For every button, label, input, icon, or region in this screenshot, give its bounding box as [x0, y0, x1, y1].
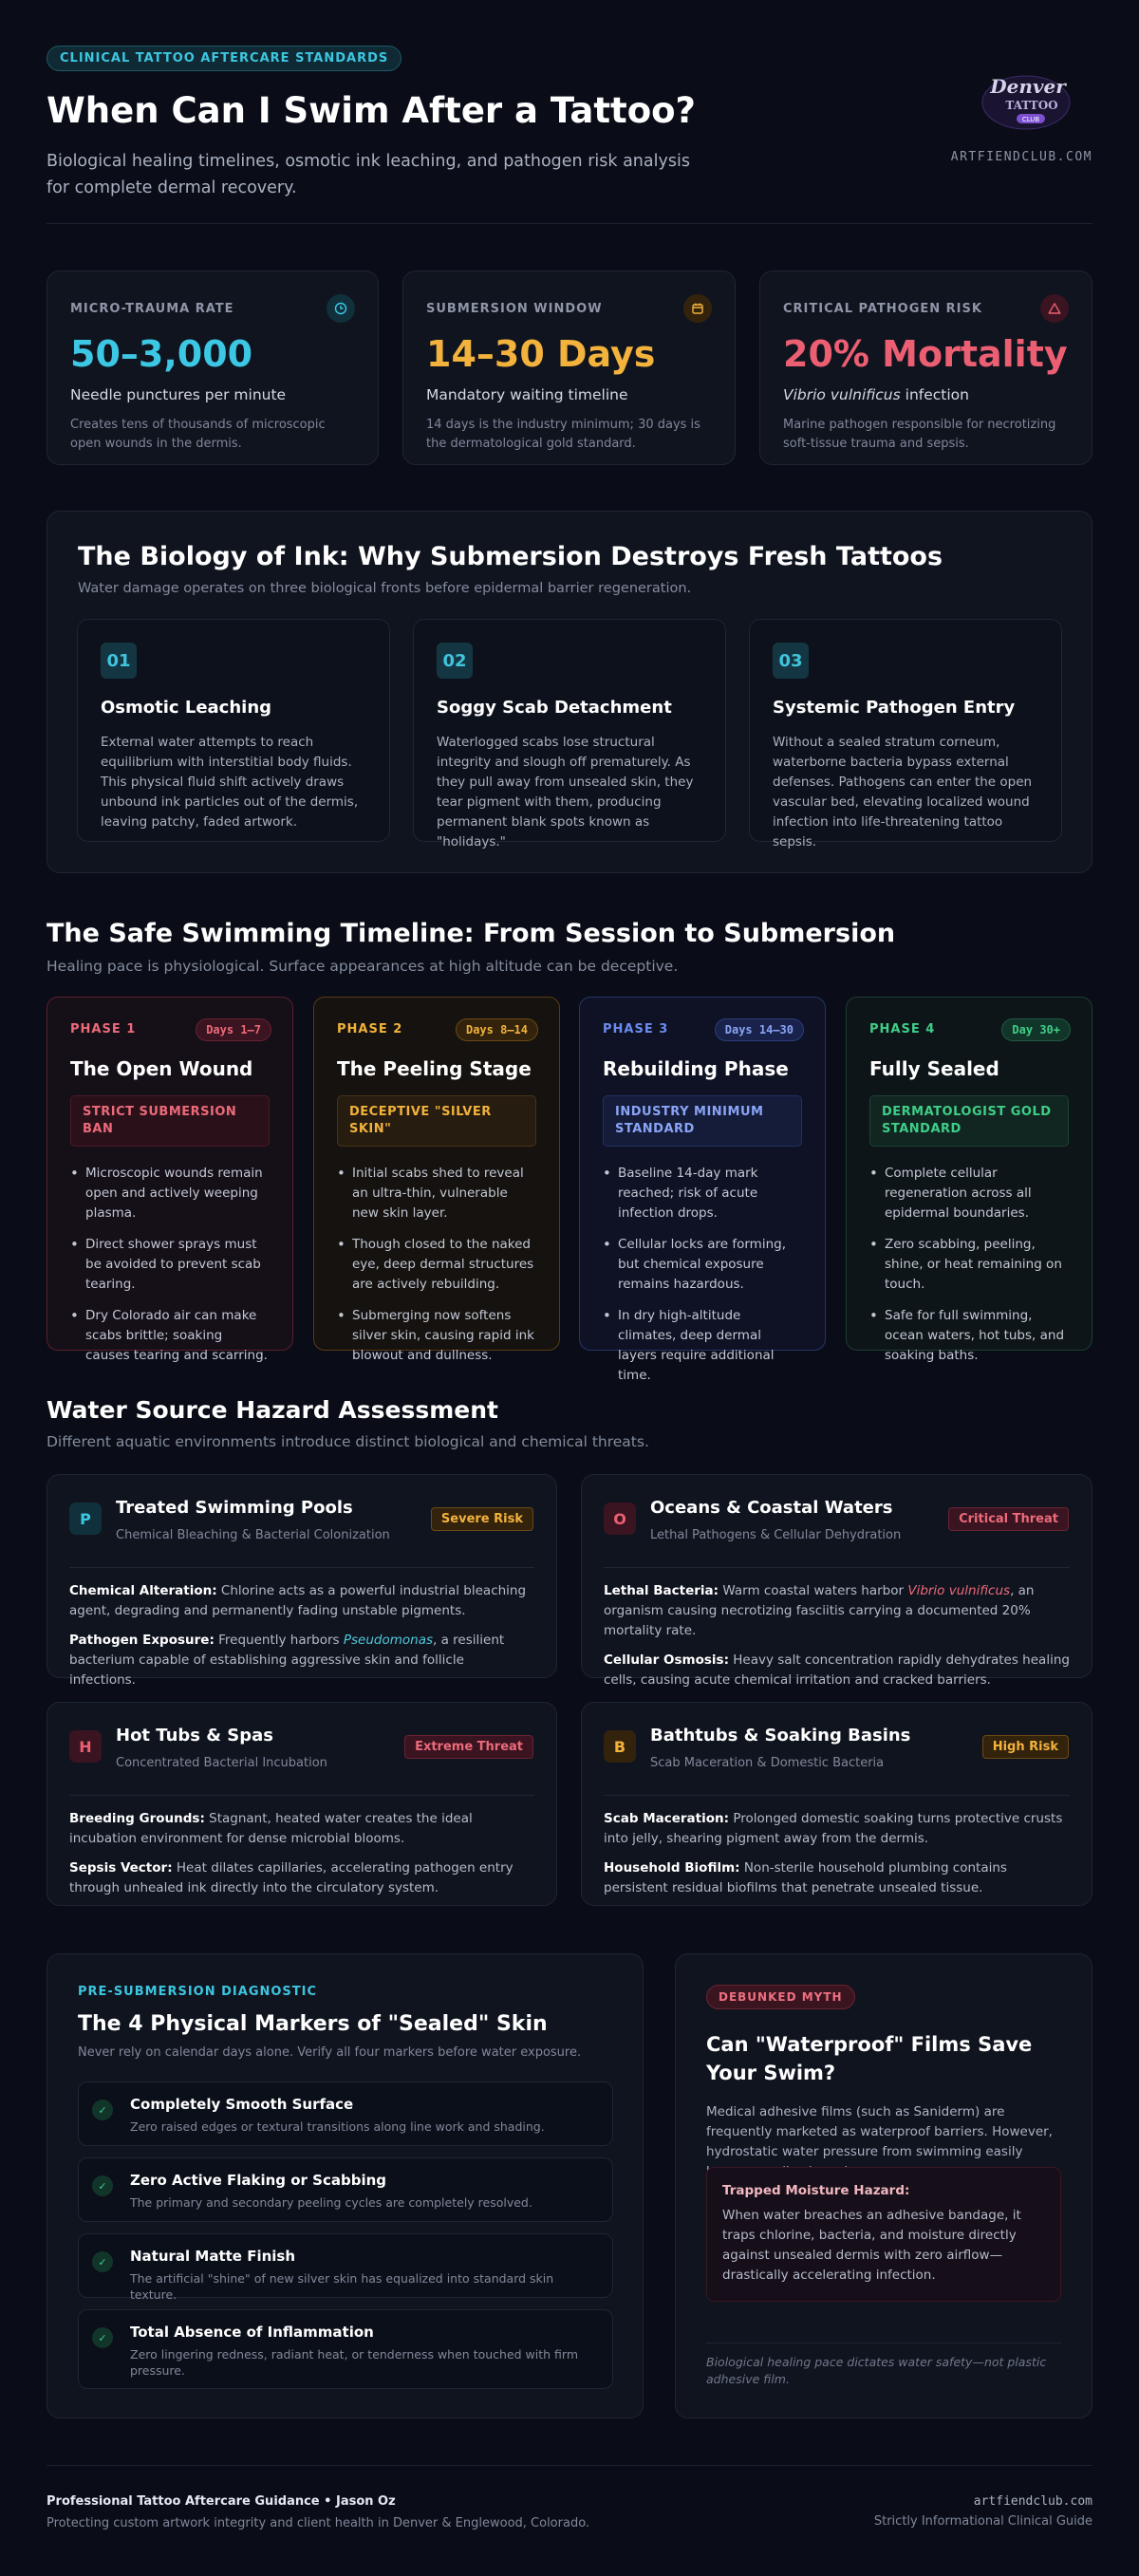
stat-label: MICRO-TRAUMA RATE — [70, 302, 234, 316]
header-tag: CLINICAL TATTOO AFTERCARE STANDARDS — [47, 46, 401, 71]
hazard-point-text: , a resilient bacterium capable of establishing aggressive skin and follicle infections. — [69, 1633, 505, 1688]
stat-label: SUBMERSION WINDOW — [426, 302, 603, 316]
hazard-card-bathtubs — [581, 1702, 1092, 1906]
svg-text:TATTOO: TATTOO — [1005, 99, 1058, 112]
svg-text:CLUB: CLUB — [1021, 116, 1040, 123]
phase-card-3 — [579, 997, 826, 1383]
diagnostic-subtitle: Never rely on calendar days alone. Verify all four markers before water exposure. — [78, 2045, 582, 2060]
biology-number: 02 — [437, 643, 473, 679]
diagnostic-title: The 4 Physical Markers of "Sealed" Skin — [78, 2012, 548, 2036]
stat-note: Marine pathogen responsible for necrotizing soft-tissue trauma and sepsis. — [783, 418, 1056, 451]
check-icon: ✓ — [92, 2327, 113, 2348]
hazard-letter: O — [604, 1503, 636, 1535]
page-title: When Can I Swim After a Tattoo? — [47, 90, 697, 131]
hazard-title: Bathtubs & Soaking Basins — [650, 1726, 911, 1745]
stat-note: Creates tens of thousands of microscopic open wounds in the dermis. — [70, 418, 326, 451]
hazard-divider — [69, 1567, 534, 1568]
phase-label: PHASE 1 — [70, 1022, 137, 1036]
marker-text: The primary and secondary peeling cycles are completely resolved. — [130, 2195, 532, 2210]
brand-logo[interactable] — [960, 65, 1092, 139]
phase-card-4 — [846, 997, 1092, 1363]
phase-label: PHASE 3 — [603, 1022, 669, 1036]
biology-card-title: Osmotic Leaching — [101, 698, 272, 718]
myth-tag: DEBUNKED MYTH — [706, 1985, 855, 2009]
biology-subtitle: Water damage operates on three biological fronts before epidermal barrier regeneration. — [78, 581, 692, 596]
marker-title: Completely Smooth Surface — [130, 2096, 354, 2113]
phase-title: The Open Wound — [70, 1057, 253, 1080]
check-icon: ✓ — [92, 2251, 113, 2272]
diagnostic-panel — [47, 1953, 644, 2418]
marker-title: Zero Active Flaking or Scabbing — [130, 2172, 386, 2189]
hazard-subtitle: Lethal Pathogens & Cellular Dehydration — [650, 1528, 902, 1542]
hazard-point-text: Heat dilates capillaries, accelerating pathogen entry through unhealed ink directly into the circulatory system. — [69, 1860, 513, 1895]
biology-card — [749, 619, 1062, 849]
phase-days-badge: Days 8–14 — [456, 1018, 538, 1041]
biology-card — [77, 619, 390, 842]
hazard-card-hottubs — [47, 1702, 557, 1906]
stat-unit: Needle punctures per minute — [70, 386, 287, 403]
hazard-body — [604, 1581, 1070, 1700]
check-icon: ✓ — [92, 2175, 113, 2196]
callout-title: Trapped Moisture Hazard: — [722, 2183, 910, 2198]
marker-item — [78, 2233, 613, 2302]
stat-value: 20% Mortality — [783, 333, 1068, 375]
hazard-point-text: Stagnant, heated water creates the ideal incubation environment for dense microbial blooms. — [69, 1811, 473, 1846]
timeline-header — [47, 919, 1092, 975]
hazard-body — [69, 1809, 534, 1908]
footer-subtitle: Protecting custom artwork integrity and client health in Denver & Englewood, Colorado. — [47, 2516, 590, 2530]
marker-text: Zero raised edges or textural transitions along line work and shading. — [130, 2119, 545, 2134]
phase-list-item: • Safe for full swimming, ocean waters, hot tubs, and soaking baths. — [869, 1306, 1069, 1366]
warning-icon — [1040, 294, 1069, 323]
header-divider — [47, 223, 1092, 224]
phase-list-item: • Microscopic wounds remain open and actively weeping plasma. — [70, 1164, 270, 1223]
logo-site[interactable]: ARTFIENDCLUB.COM — [950, 150, 1092, 164]
hazard-point-text: , an organism causing necrotizing fasciitis carrying a documented 20% mortality rate. — [604, 1583, 1035, 1638]
stat-card-window — [402, 271, 736, 465]
biology-number: 01 — [101, 643, 137, 679]
stat-value: 14–30 Days — [426, 333, 656, 375]
risk-badge: High Risk — [982, 1735, 1069, 1759]
hazard-point-label: Cellular Osmosis: — [604, 1652, 729, 1668]
hazard-title: Treated Swimming Pools — [116, 1498, 353, 1518]
phase-list — [603, 1164, 802, 1386]
myth-text: Medical adhesive films (such as Saniderm) are frequently marketed as waterproof barriers. However, hydrostatic water pressure from swimming easily — [706, 2104, 1053, 2159]
hazard-subtitle: Scab Maceration & Domestic Bacteria — [650, 1756, 885, 1770]
marker-item — [78, 2309, 613, 2389]
trapped-moisture-callout — [706, 2167, 1061, 2302]
hazards-subtitle: Different aquatic environments introduce distinct biological and chemical threats. — [47, 1433, 649, 1450]
hazards-title: Water Source Hazard Assessment — [47, 1396, 499, 1424]
page-header — [47, 46, 1092, 201]
timeline-title: The Safe Swimming Timeline: From Session to Submersion — [47, 919, 896, 948]
svg-text:Denver: Denver — [990, 75, 1066, 98]
phase-status-badge: DERMATOLOGIST GOLD STANDARD — [869, 1095, 1069, 1147]
phase-list — [70, 1164, 270, 1366]
hazard-subtitle: Concentrated Bacterial Incubation — [116, 1756, 327, 1770]
pathogen-name: Pseudomonas — [343, 1633, 434, 1648]
logo-emblem-icon — [979, 65, 1074, 135]
stat-value: 50–3,000 — [70, 333, 253, 375]
hazard-point-label: Lethal Bacteria: — [604, 1583, 719, 1598]
hazard-subtitle: Chemical Bleaching & Bacterial Colonization — [116, 1528, 390, 1542]
timeline-subtitle: Healing pace is physiological. Surface appearances at high altitude can be deceptive. — [47, 958, 679, 975]
phase-list — [869, 1164, 1069, 1366]
phase-list-item: • Direct shower sprays must be avoided to prevent scab tearing. — [70, 1235, 270, 1295]
pathogen-name: Vibrio vulnificus — [907, 1583, 1011, 1598]
phase-list-item: • Complete cellular regeneration across all epidermal boundaries. — [869, 1164, 1069, 1223]
phase-card-1 — [47, 997, 293, 1363]
marker-text: The artificial "shine" of new silver skin has equalized into standard skin texture. — [130, 2271, 554, 2302]
hazard-card-oceans — [581, 1474, 1092, 1688]
marker-title: Total Absence of Inflammation — [130, 2324, 374, 2341]
hazard-body — [604, 1809, 1070, 1908]
biology-card-text: Without a sealed stratum corneum, waterborne bacteria bypass external defenses. Pathogens can enter the open vascular bed, elevating localized wound infection into life-threatening tattoo sepsis. — [773, 735, 1033, 849]
phase-days-badge: Days 1–7 — [196, 1018, 271, 1041]
calendar-icon — [683, 294, 712, 323]
biology-card-title: Systemic Pathogen Entry — [773, 698, 1016, 718]
hazard-card-pools — [47, 1474, 557, 1688]
phase-list-item: • In dry high-altitude climates, deep dermal layers require additional time. — [603, 1306, 802, 1386]
risk-badge: Critical Threat — [948, 1507, 1069, 1531]
hazard-point-text: Chlorine acts as a powerful industrial bleaching agent, degrading and permanently fading unstable pigments. — [69, 1583, 527, 1618]
biology-card — [413, 619, 726, 849]
phase-status-badge: INDUSTRY MINIMUM STANDARD — [603, 1095, 802, 1147]
hazard-point-label: Pathogen Exposure: — [69, 1633, 215, 1648]
phase-card-2 — [313, 997, 560, 1363]
biology-card-text: Waterlogged scabs lose structural integrity and slough off prematurely. As they pull away from unsealed skin, they tear pigment with them, producing permanent blank spots known as "holidays." — [437, 735, 694, 849]
hazard-title: Hot Tubs & Spas — [116, 1726, 273, 1745]
phase-list-item: • Though closed to the naked eye, deep dermal structures are actively rebuilding. — [337, 1235, 536, 1295]
risk-badge: Extreme Threat — [404, 1735, 533, 1759]
stat-note: 14 days is the industry minimum; 30 days is the dermatological gold standard. — [426, 418, 700, 451]
hazard-divider — [604, 1795, 1070, 1796]
hazard-letter: H — [69, 1730, 102, 1763]
phase-list-item: • Baseline 14-day mark reached; risk of acute infection drops. — [603, 1164, 802, 1223]
risk-badge: Severe Risk — [431, 1507, 533, 1531]
marker-text: Zero lingering redness, radiant heat, or tenderness when touched with firm pressure. — [130, 2347, 579, 2378]
page-footer — [47, 2494, 1092, 2530]
phase-list-item: • Submerging now softens silver skin, causing rapid ink blowout and dullness. — [337, 1306, 536, 1366]
phase-list-item: • Zero scabbing, peeling, shine, or heat remaining on touch. — [869, 1235, 1069, 1295]
hazard-point-text: Non-sterile household plumbing contains persistent residual biofilms that penetrate unsealed tissue. — [604, 1860, 1007, 1895]
stat-unit — [783, 386, 1069, 403]
hazard-body — [69, 1581, 534, 1700]
marker-title: Natural Matte Finish — [130, 2248, 296, 2265]
hazards-header — [47, 1396, 1092, 1450]
callout-text: When water breaches an adhesive bandage, it traps chlorine, bacteria, and moisture directly against unsealed dermis with zero airflow—drastically accelerating infection. — [722, 2208, 1021, 2283]
hazard-divider — [604, 1567, 1070, 1568]
myth-title: Can "Waterproof" Films Save Your Swim? — [706, 2033, 1033, 2084]
biology-card-text: External water attempts to reach equilibrium with interstitial body fluids. This physical fluid shift actively draws unbound ink particles out of the dermis, leaving patchy, faded artwork. — [101, 735, 359, 830]
hazard-letter: P — [69, 1503, 102, 1535]
phase-title: Fully Sealed — [869, 1057, 999, 1080]
hazard-point-text: Warm coastal waters harbor — [719, 1583, 908, 1598]
clock-icon — [327, 294, 355, 323]
phase-list-item: • Initial scabs shed to reveal an ultra-thin, vulnerable new skin layer. — [337, 1164, 536, 1223]
hazard-point-label: Breeding Grounds: — [69, 1811, 205, 1826]
phase-list-item: • Cellular locks are forming, but chemical exposure remains hazardous. — [603, 1235, 802, 1295]
phase-list — [337, 1164, 536, 1366]
pathogen-name: Vibrio vulnificus — [783, 386, 901, 403]
myth-footnote: Biological healing pace dictates water safety—not plastic adhesive film. — [706, 2355, 1047, 2386]
hazard-letter: B — [604, 1730, 636, 1763]
hazard-point-label: Chemical Alteration: — [69, 1583, 217, 1598]
phase-title: The Peeling Stage — [337, 1057, 532, 1080]
footer-title: Professional Tattoo Aftercare Guidance • Jason Oz — [47, 2494, 396, 2509]
marker-item — [78, 2157, 613, 2222]
hazard-point-text: Heavy salt concentration rapidly dehydrates healing cells, causing acute chemical irritation and cracked barriers. — [604, 1652, 1070, 1688]
footer-note: Strictly Informational Clinical Guide — [873, 2514, 1092, 2529]
hazard-point-label: Household Biofilm: — [604, 1860, 740, 1876]
biology-number: 03 — [773, 643, 809, 679]
phase-days-badge: Days 14–30 — [715, 1018, 804, 1041]
phase-status-badge: STRICT SUBMERSION BAN — [70, 1095, 270, 1147]
phase-status-badge: DECEPTIVE "SILVER SKIN" — [337, 1095, 536, 1147]
stat-label: CRITICAL PATHOGEN RISK — [783, 302, 982, 316]
pathogen-suffix: infection — [900, 386, 969, 403]
diagnostic-tag: PRE-SUBMERSION DIAGNOSTIC — [78, 1985, 318, 1999]
hazard-divider — [69, 1795, 534, 1796]
biology-title: The Biology of Ink: Why Submersion Destroys Fresh Tattoos — [78, 542, 943, 571]
phase-title: Rebuilding Phase — [603, 1057, 789, 1080]
footer-site-link[interactable]: artfiendclub.com — [973, 2494, 1092, 2509]
stat-card-trauma — [47, 271, 379, 465]
stat-unit: Mandatory waiting timeline — [426, 386, 628, 403]
myth-panel — [675, 1953, 1092, 2418]
hazard-title: Oceans & Coastal Waters — [650, 1498, 893, 1518]
check-icon: ✓ — [92, 2100, 113, 2120]
phase-label: PHASE 4 — [869, 1022, 936, 1036]
phase-days-badge: Day 30+ — [1001, 1018, 1071, 1041]
phase-list-item: • Dry Colorado air can make scabs brittle; soaking causes tearing and scarring. — [70, 1306, 270, 1366]
footer-divider — [47, 2465, 1092, 2466]
phase-label: PHASE 2 — [337, 1022, 403, 1036]
hazard-point-text: Frequently harbors — [214, 1633, 344, 1648]
hazard-point-text: Prolonged domestic soaking turns protective crusts into jelly, shearing pigment away from the dermis. — [604, 1811, 1063, 1846]
marker-item — [78, 2081, 613, 2146]
hazard-point-label: Scab Maceration: — [604, 1811, 730, 1826]
hazard-point-label: Sepsis Vector: — [69, 1860, 173, 1876]
page-subtitle: Biological healing timelines, osmotic ink leaching, and pathogen risk analysis for complete dermal recovery. — [47, 152, 690, 197]
stat-card-pathogen — [759, 271, 1092, 465]
biology-card-title: Soggy Scab Detachment — [437, 698, 672, 718]
